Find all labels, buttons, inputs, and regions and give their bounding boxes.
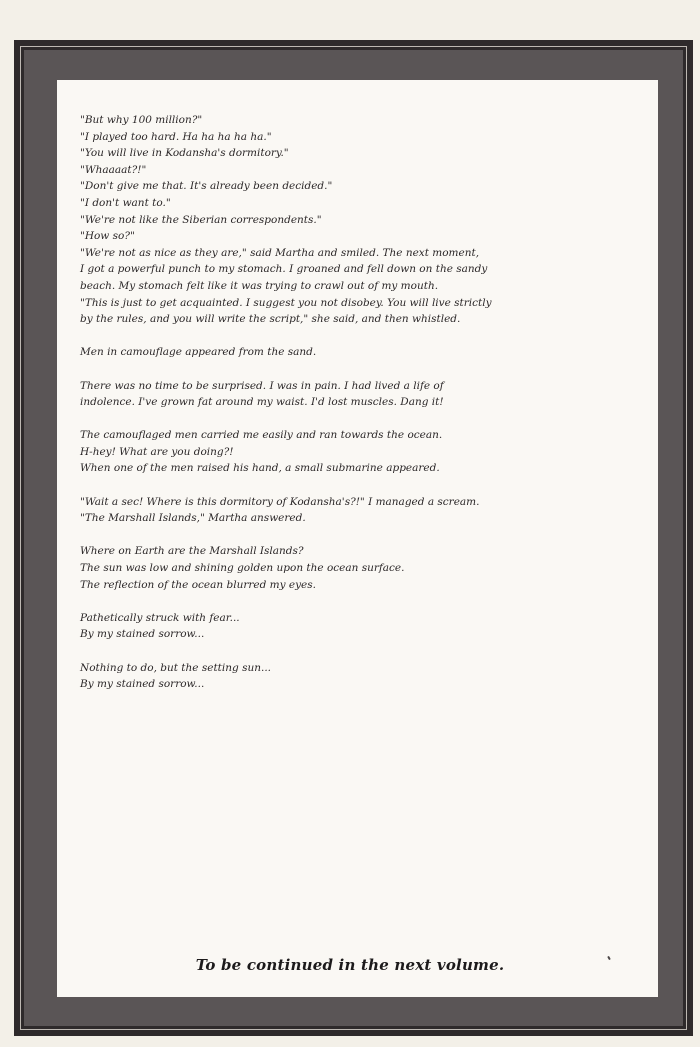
story-line: "We're not like the Siberian correspondents." (80, 213, 322, 226)
story-line: H-hey! What are you doing?! (80, 445, 234, 458)
story-paragraph (80, 610, 550, 643)
story-line: The camouflaged men carried me easily and ran towards the ocean. (80, 429, 443, 442)
story-line: Men in camouflage appeared from the sand. (80, 346, 317, 359)
story-line: "We're not as nice as they are," said Martha and smiled. The next moment, (80, 246, 480, 259)
story-line: "You will live in Kodansha's dormitory." (80, 147, 289, 160)
story-line: "The Marshall Islands," Martha answered. (80, 512, 306, 525)
story-paragraph (80, 494, 550, 527)
story-line: Where on Earth are the Marshall Islands? (80, 545, 304, 558)
story-paragraph (80, 660, 550, 693)
story-line: "I played too hard. Ha ha ha ha ha." (80, 130, 272, 143)
story-paragraph (80, 543, 550, 593)
story-line: Nothing to do, but the setting sun... (80, 661, 271, 674)
story-line: The reflection of the ocean blurred my eyes. (80, 578, 316, 591)
story-line: "How so?" (80, 230, 135, 243)
story-line: indolence. I've grown fat around my waist. I'd lost muscles. Dang it! (80, 396, 444, 409)
story-paragraph (80, 378, 550, 411)
story-line: "This is just to get acquainted. I suggest you not disobey. You will live strictly (80, 296, 492, 309)
story-line: When one of the men raised his hand, a small submarine appeared. (80, 462, 440, 475)
story-line: There was no time to be surprised. I was in pain. I had lived a life of (80, 379, 444, 392)
story-line: "I don't want to." (80, 196, 171, 209)
continued-footer: To be continued in the next volume. (195, 956, 505, 974)
story-paragraph (80, 344, 550, 361)
story-line: The sun was low and shining golden upon the ocean surface. (80, 562, 405, 575)
story-line: Pathetically struck with fear... (80, 611, 240, 624)
story-line: By my stained sorrow... (80, 628, 205, 641)
story-paragraph (80, 427, 550, 477)
story-line: I got a powerful punch to my stomach. I groaned and fell down on the sandy (80, 263, 488, 276)
story-paragraph (80, 112, 550, 328)
story-line: beach. My stomach felt like it was trying to crawl out of my mouth. (80, 279, 439, 292)
story-line: "Wait a sec! Where is this dormitory of Kodansha's?!" I managed a scream. (80, 495, 480, 508)
story-line: "Whaaaat?!" (80, 163, 147, 176)
story-line: by the rules, and you will write the script," she said, and then whistled. (80, 313, 461, 326)
story-line: By my stained sorrow... (80, 678, 205, 691)
story-text (80, 112, 550, 709)
story-line: "But why 100 million?" (80, 114, 203, 126)
story-line: "Don't give me that. It's already been decided." (80, 180, 333, 193)
